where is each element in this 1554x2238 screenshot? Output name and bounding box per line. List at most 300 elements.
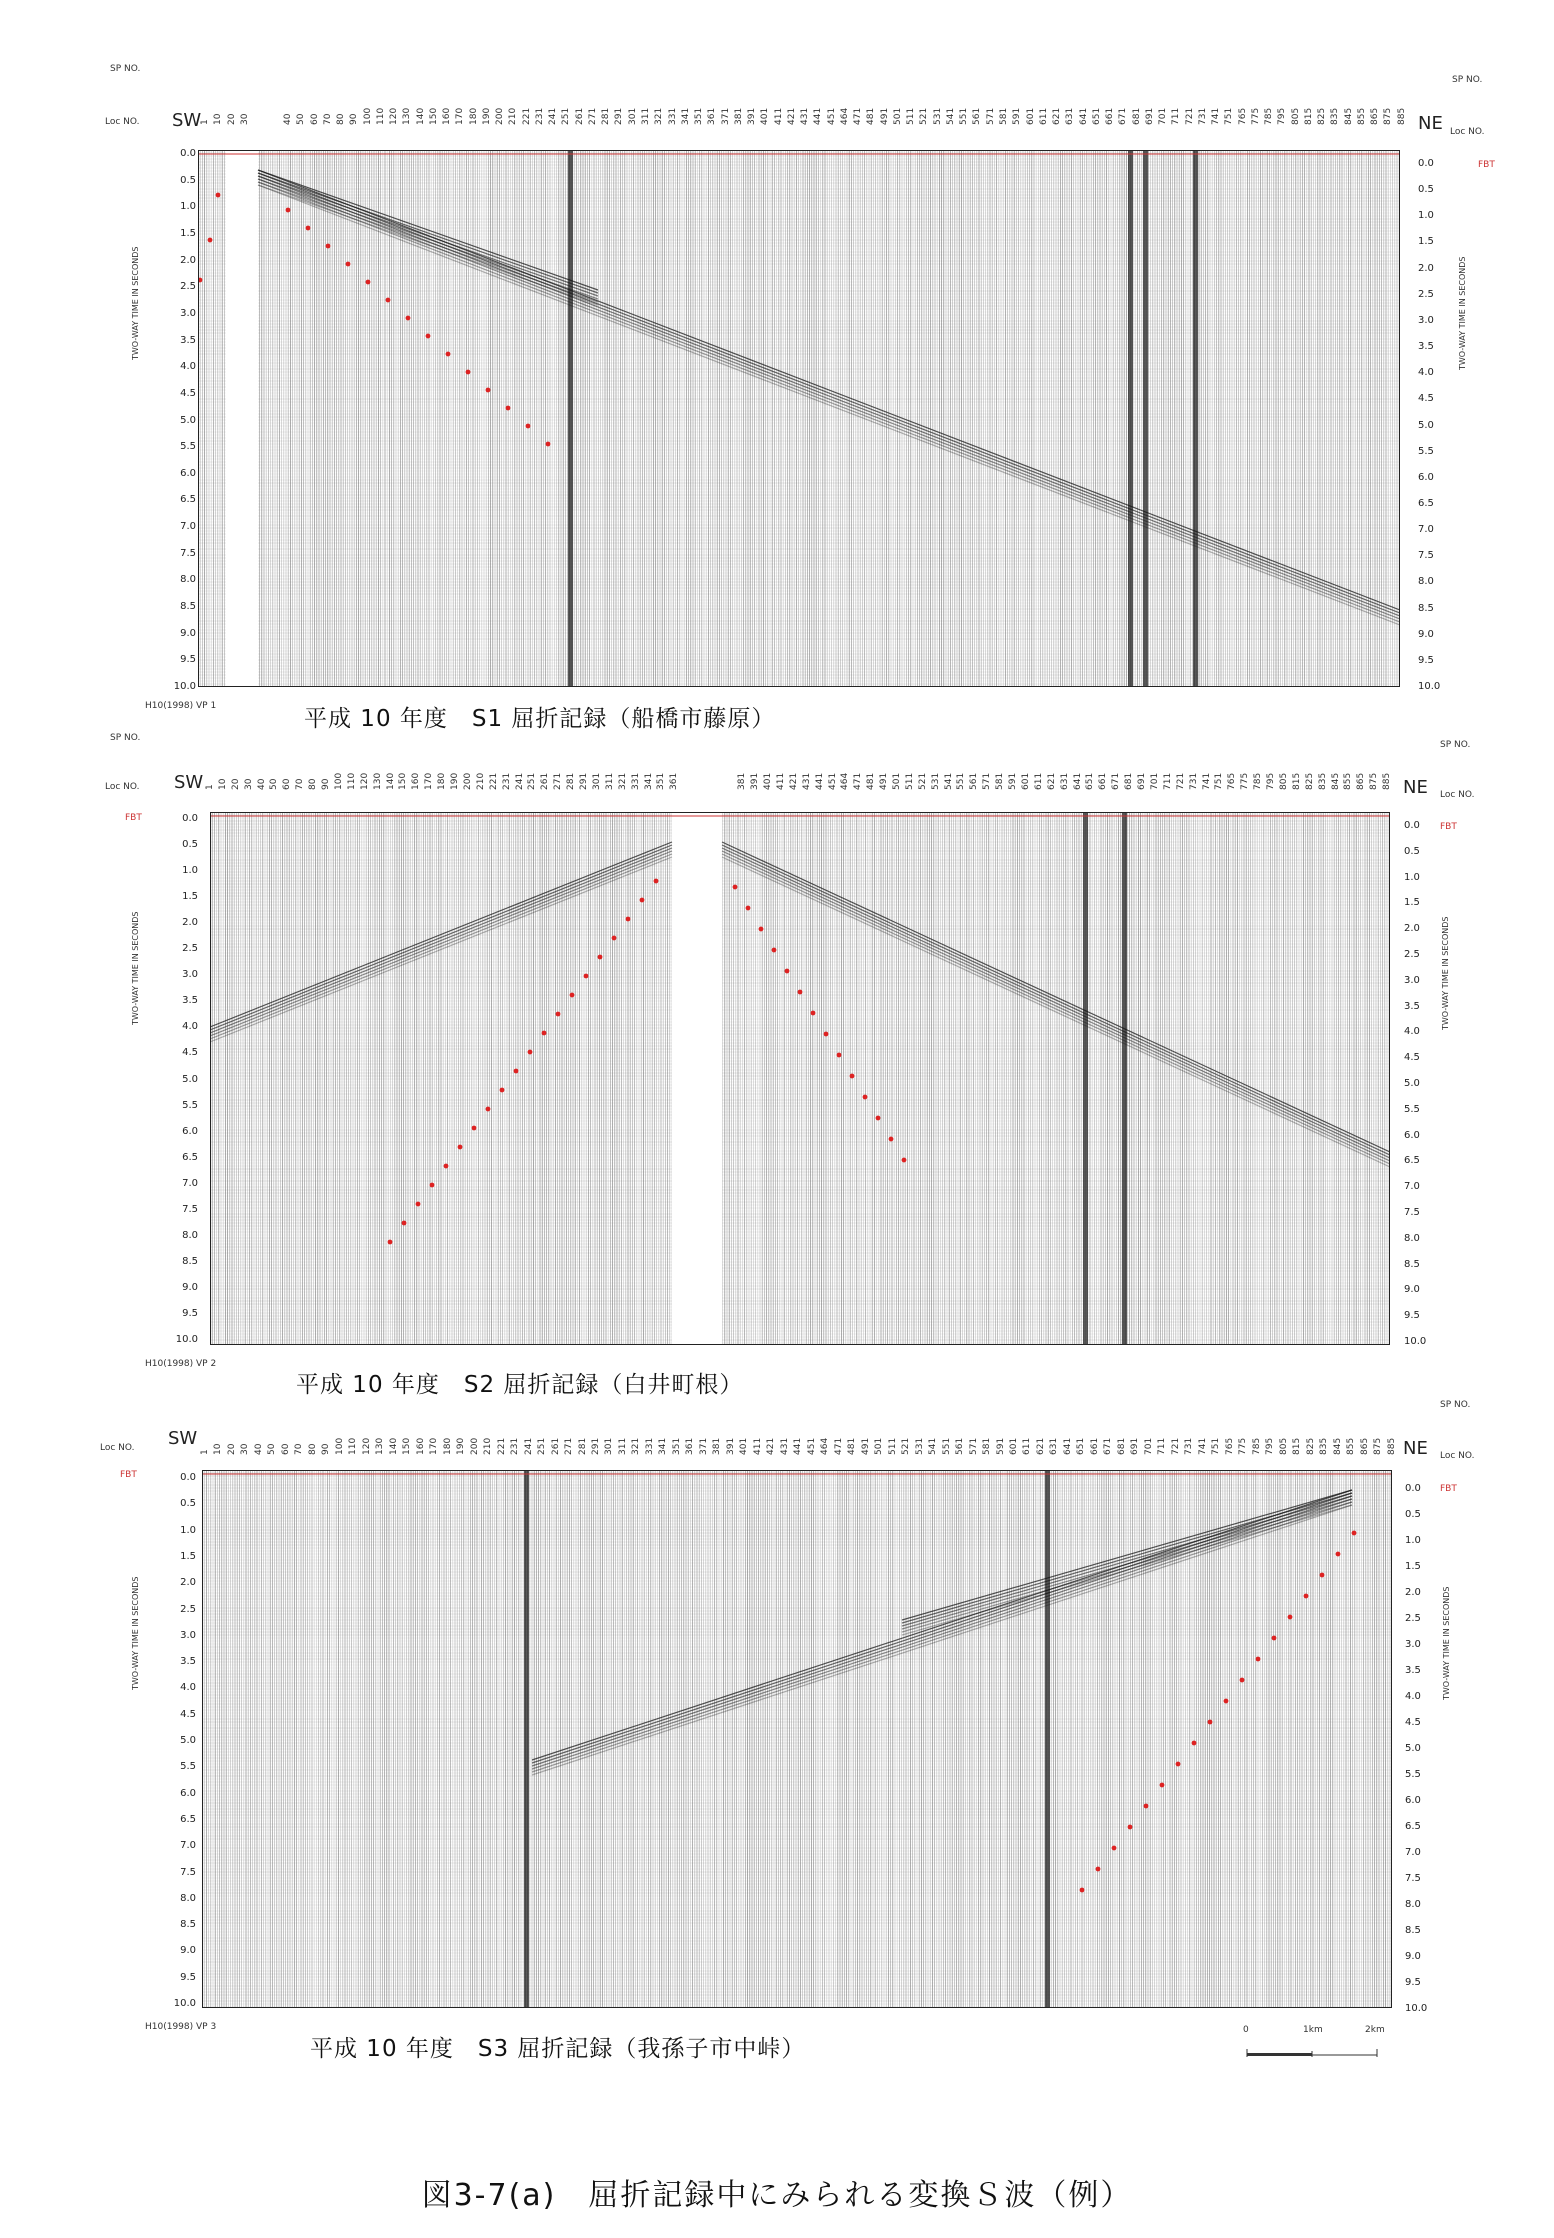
- location-number: 321: [617, 772, 628, 790]
- location-number: 795: [1265, 1437, 1276, 1455]
- location-number: 731: [1188, 772, 1199, 790]
- location-number: 561: [972, 107, 983, 125]
- location-number: 751: [1211, 1437, 1222, 1455]
- location-number: 601: [1025, 107, 1036, 125]
- location-number: 411: [773, 107, 784, 125]
- location-number: 711: [1171, 107, 1182, 125]
- location-number: 190: [450, 772, 461, 790]
- location-number: 391: [750, 772, 761, 790]
- location-number: 611: [1038, 107, 1049, 125]
- location-number: 481: [866, 107, 877, 125]
- location-number: 711: [1157, 1437, 1168, 1455]
- location-number: 70: [294, 1443, 305, 1455]
- location-number: 431: [801, 772, 812, 790]
- location-number: 855: [1356, 107, 1367, 125]
- location-number: 471: [853, 772, 864, 790]
- location-number: 271: [564, 1437, 575, 1455]
- location-number: 291: [591, 1437, 601, 1455]
- location-number: 281: [601, 107, 612, 125]
- location-number: 140: [415, 107, 426, 125]
- figure-caption: 図3-7(a) 屈折記録中にみられる変換Ｓ波（例）: [421, 2178, 1133, 2213]
- location-number: 671: [1111, 772, 1122, 790]
- sp-no-left: SP NO.: [110, 64, 141, 74]
- location-number: 815: [1303, 107, 1314, 125]
- location-number: 371: [720, 107, 731, 125]
- location-number: 241: [514, 772, 525, 790]
- loc-no-left: Loc NO.: [105, 117, 140, 127]
- s-wave-pick: [1352, 1531, 1357, 1536]
- location-number: 271: [553, 772, 564, 790]
- location-number: 591: [1012, 107, 1023, 125]
- location-number: 491: [860, 1437, 871, 1455]
- location-number: 361: [685, 1437, 696, 1455]
- panel-caption: 平成 10 年度 S1 屈折記録（船橋市藤原）: [304, 706, 776, 732]
- ne-label: NE: [1403, 777, 1428, 798]
- location-number: 815: [1292, 1437, 1303, 1455]
- time-axis-right: 0.0 0.5 1.0 1.5 2.0 2.5 3.0 3.5 4.0 4.5 5.0 5.5 6.0 6.5 7.0 7.5 8.0 8.5 9.0 9.5 10.0: [1405, 1483, 1428, 2014]
- location-number: 120: [361, 1437, 372, 1455]
- location-number: 1: [205, 784, 215, 790]
- location-number: 501: [891, 772, 902, 790]
- location-number: 581: [998, 107, 1009, 125]
- location-number: 291: [579, 772, 590, 790]
- location-number: 875: [1383, 107, 1394, 125]
- fbt-marker-right: FBT: [1478, 160, 1495, 170]
- location-number: 50: [296, 113, 307, 125]
- location-number: 251: [561, 107, 572, 125]
- location-number: 120: [389, 107, 400, 125]
- location-number: 261: [540, 772, 551, 790]
- location-number: 411: [775, 772, 786, 790]
- location-number: 521: [901, 1437, 912, 1455]
- location-number: 691: [1130, 1437, 1141, 1455]
- location-number: 80: [308, 778, 319, 790]
- location-number: 20: [226, 113, 237, 125]
- location-number: 805: [1278, 1437, 1289, 1455]
- location-number: 551: [959, 107, 970, 125]
- location-number: 541: [928, 1437, 939, 1455]
- s-wave-pick: [1160, 1783, 1165, 1788]
- location-number: 281: [577, 1437, 588, 1455]
- location-number: 221: [488, 772, 499, 790]
- location-number: 301: [591, 772, 602, 790]
- location-number: 765: [1227, 772, 1238, 790]
- location-number: 221: [496, 1437, 507, 1455]
- location-number: 110: [348, 1437, 359, 1455]
- location-number: 200: [495, 107, 506, 125]
- location-number: 641: [1078, 107, 1089, 125]
- location-number: 551: [956, 772, 967, 790]
- location-number: 1: [200, 119, 210, 125]
- location-number: 40: [256, 778, 267, 790]
- location-number: 331: [630, 772, 641, 790]
- location-number: 331: [667, 107, 678, 125]
- s-wave-pick: [1304, 1594, 1309, 1599]
- location-number: 651: [1091, 107, 1102, 125]
- time-axis-left: 0.0 0.5 1.0 1.5 2.0 2.5 3.0 3.5 4.0 4.5 5.0 5.5 6.0 6.5 7.0 7.5 8.0 8.5 9.0 9.5 10.0: [175, 813, 198, 1345]
- location-number: 641: [1062, 1437, 1073, 1455]
- location-number: 641: [1072, 772, 1083, 790]
- location-number: 875: [1369, 772, 1380, 790]
- location-number: 301: [627, 107, 638, 125]
- location-number: 401: [760, 107, 771, 125]
- location-number: 431: [779, 1437, 790, 1455]
- location-number: 875: [1373, 1437, 1384, 1455]
- location-number: 701: [1158, 107, 1169, 125]
- time-axis-title-left: TWO-WAY TIME IN SECONDS: [131, 246, 140, 360]
- location-number: 130: [375, 1437, 386, 1455]
- location-numbers: [200, 1415, 1400, 1455]
- location-number: 130: [372, 772, 383, 790]
- s-wave-pick: [1176, 1762, 1181, 1767]
- location-number: 855: [1343, 772, 1354, 790]
- location-number: 631: [1049, 1437, 1060, 1455]
- location-number: 100: [362, 107, 373, 125]
- scale-bar: [1245, 2025, 1385, 2065]
- location-number: 521: [917, 772, 928, 790]
- location-number: 361: [669, 772, 680, 790]
- fbt-marker-right: FBT: [1440, 1484, 1457, 1494]
- panel-caption: 平成 10 年度 S3 屈折記録（我孫子市中峠）: [310, 2036, 806, 2062]
- s-wave-pick: [1192, 1741, 1197, 1746]
- location-number: 271: [587, 107, 598, 125]
- s-wave-pick: [1128, 1825, 1133, 1830]
- location-number: 70: [322, 113, 333, 125]
- location-number: 90: [349, 113, 360, 125]
- location-number: 651: [1076, 1437, 1087, 1455]
- location-number: 785: [1251, 1437, 1262, 1455]
- location-number: 381: [712, 1437, 723, 1455]
- location-number: 731: [1197, 107, 1208, 125]
- location-number: 531: [932, 107, 943, 125]
- location-number: 341: [680, 107, 691, 125]
- location-number: 661: [1089, 1437, 1100, 1455]
- vp-label: H10(1998) VP 2: [145, 1359, 217, 1369]
- location-number: 561: [969, 772, 980, 790]
- location-number: 180: [437, 772, 448, 790]
- location-number: 571: [982, 772, 993, 790]
- location-number: 421: [766, 1437, 777, 1455]
- location-number: 401: [739, 1437, 750, 1455]
- s-wave-pick: [1272, 1636, 1277, 1641]
- location-number: 471: [853, 107, 864, 125]
- sp-no-left: SP NO.: [110, 733, 141, 743]
- location-number: 765: [1224, 1437, 1235, 1455]
- location-number: 464: [840, 772, 851, 790]
- location-number: 785: [1264, 107, 1275, 125]
- location-number: 805: [1278, 772, 1289, 790]
- location-number: 845: [1330, 772, 1341, 790]
- location-number: 721: [1170, 1437, 1181, 1455]
- time-axis-right: 0.0 0.5 1.0 1.5 2.0 2.5 3.0 3.5 4.0 4.5 5.0 5.5 6.0 6.5 7.0 7.5 8.0 8.5 9.0 9.5 10.0: [1418, 158, 1441, 692]
- location-number: 681: [1116, 1437, 1127, 1455]
- sp-no-right: SP NO.: [1452, 75, 1483, 85]
- location-number: 1: [200, 1449, 210, 1455]
- location-number: 631: [1065, 107, 1076, 125]
- location-number: 190: [456, 1437, 467, 1455]
- location-number: 50: [267, 1443, 278, 1455]
- location-number: 481: [847, 1437, 858, 1455]
- location-number: 381: [733, 107, 744, 125]
- loc-no-right: Loc NO.: [1440, 1451, 1475, 1461]
- location-number: 571: [968, 1437, 979, 1455]
- location-number: 464: [820, 1437, 831, 1455]
- location-number: 281: [566, 772, 577, 790]
- location-number: 621: [1035, 1437, 1046, 1455]
- location-number: 150: [402, 1437, 413, 1455]
- location-number: 401: [763, 772, 773, 790]
- location-number: 681: [1124, 772, 1135, 790]
- location-number: 701: [1143, 1437, 1154, 1455]
- ne-label: NE: [1418, 113, 1443, 134]
- location-number: 835: [1317, 772, 1328, 790]
- location-number: 741: [1201, 772, 1212, 790]
- location-number: 611: [1022, 1437, 1033, 1455]
- location-number: 885: [1386, 1437, 1397, 1455]
- location-number: 621: [1046, 772, 1057, 790]
- sw-label: SW: [172, 110, 202, 131]
- location-number: 611: [1033, 772, 1044, 790]
- location-number: 261: [574, 107, 585, 125]
- location-number: 835: [1319, 1437, 1330, 1455]
- location-number: 140: [385, 772, 396, 790]
- time-axis-right: 0.0 0.5 1.0 1.5 2.0 2.5 3.0 3.5 4.0 4.5 5.0 5.5 6.0 6.5 7.0 7.5 8.0 8.5 9.0 9.5 10.0: [1404, 820, 1427, 1347]
- location-number: 80: [336, 113, 347, 125]
- location-number: 40: [253, 1443, 264, 1455]
- location-number: 100: [333, 772, 344, 790]
- location-number: 741: [1197, 1437, 1208, 1455]
- location-number: 100: [334, 1437, 345, 1455]
- location-number: 671: [1118, 107, 1129, 125]
- location-number: 691: [1137, 772, 1148, 790]
- time-axis-title-right: TWO-WAY TIME IN SECONDS: [1441, 916, 1450, 1030]
- location-number: 301: [604, 1437, 615, 1455]
- ne-label: NE: [1403, 1438, 1428, 1459]
- location-number: 581: [982, 1437, 993, 1455]
- location-number: 885: [1382, 772, 1393, 790]
- location-number: 180: [468, 107, 479, 125]
- location-number: 561: [955, 1437, 966, 1455]
- location-number: 351: [694, 107, 705, 125]
- location-number: 231: [501, 772, 512, 790]
- location-number: 130: [402, 107, 413, 125]
- location-number: 845: [1343, 107, 1354, 125]
- location-number: 691: [1144, 107, 1155, 125]
- vp-label: H10(1998) VP 1: [145, 701, 217, 711]
- location-number: 291: [614, 107, 625, 125]
- location-number: 721: [1175, 772, 1186, 790]
- seismic-traces: [202, 1470, 1392, 2008]
- sp-no-right: SP NO.: [1440, 1400, 1471, 1410]
- location-number: 451: [806, 1437, 817, 1455]
- location-number: 601: [1020, 772, 1031, 790]
- scale-label-1km: 1km: [1303, 2025, 1323, 2035]
- location-number: 20: [226, 1443, 237, 1455]
- location-number: 210: [508, 107, 519, 125]
- location-number: 501: [874, 1437, 885, 1455]
- loc-no-left: Loc NO.: [105, 782, 140, 792]
- location-number: 711: [1162, 772, 1173, 790]
- location-number: 331: [644, 1437, 655, 1455]
- location-number: 371: [698, 1437, 709, 1455]
- location-number: 60: [282, 778, 293, 790]
- location-number: 221: [521, 107, 532, 125]
- location-number: 241: [523, 1437, 534, 1455]
- location-number: 481: [866, 772, 877, 790]
- location-number: 661: [1098, 772, 1109, 790]
- location-number: 150: [398, 772, 409, 790]
- location-number: 421: [786, 107, 797, 125]
- scale-bar-line: [1245, 2025, 1385, 2065]
- time-axis-left: 0.0 0.5 1.0 1.5 2.0 2.5 3.0 3.5 4.0 4.5 5.0 5.5 6.0 6.5 7.0 7.5 8.0 8.5 9.0 9.5 10.0: [173, 1472, 196, 2009]
- location-number: 775: [1238, 1437, 1249, 1455]
- location-number: 231: [534, 107, 545, 125]
- location-number: 571: [985, 107, 996, 125]
- location-number: 511: [906, 107, 917, 125]
- location-number: 90: [321, 1443, 332, 1455]
- location-number: 671: [1103, 1437, 1114, 1455]
- location-number: 721: [1184, 107, 1195, 125]
- location-number: 10: [217, 778, 228, 790]
- location-number: 751: [1224, 107, 1235, 125]
- location-number: 825: [1317, 107, 1328, 125]
- location-number: 865: [1356, 772, 1367, 790]
- location-number: 251: [537, 1437, 548, 1455]
- location-number: 311: [617, 1437, 628, 1455]
- location-number: 825: [1304, 772, 1315, 790]
- location-number: 511: [887, 1437, 898, 1455]
- s-wave-pick: [1240, 1678, 1245, 1683]
- location-number: 10: [213, 113, 224, 125]
- seismic-record-s3: [202, 1470, 1392, 2008]
- location-number: 511: [904, 772, 915, 790]
- s-wave-pick: [1320, 1573, 1325, 1578]
- location-number: 431: [800, 107, 811, 125]
- location-number: 190: [481, 107, 492, 125]
- location-number: 391: [725, 1437, 736, 1455]
- location-number: 60: [309, 113, 320, 125]
- location-number: 601: [1008, 1437, 1019, 1455]
- scale-label-0: 0: [1243, 2025, 1249, 2035]
- location-number: 441: [793, 1437, 804, 1455]
- location-number: 451: [827, 772, 838, 790]
- location-number: 30: [243, 778, 254, 790]
- location-number: 150: [428, 107, 439, 125]
- fbt-marker-left: FBT: [125, 813, 142, 823]
- location-number: 311: [604, 772, 615, 790]
- location-number: 795: [1266, 772, 1277, 790]
- location-number: 815: [1291, 772, 1302, 790]
- location-number: 491: [879, 107, 890, 125]
- location-number: 591: [995, 1437, 1006, 1455]
- loc-no-right: Loc NO.: [1450, 127, 1485, 137]
- location-number: 40: [283, 113, 294, 125]
- location-number: 261: [550, 1437, 561, 1455]
- location-number: 351: [671, 1437, 682, 1455]
- location-number: 241: [548, 107, 559, 125]
- time-axis-title-right: TWO-WAY TIME IN SECONDS: [1442, 1586, 1451, 1700]
- location-number: 464: [839, 107, 850, 125]
- location-number: 581: [995, 772, 1006, 790]
- location-number: 661: [1105, 107, 1116, 125]
- location-number: 120: [359, 772, 370, 790]
- location-number: 10: [213, 1443, 224, 1455]
- location-number: 541: [943, 772, 954, 790]
- location-number: 441: [814, 772, 825, 790]
- location-number: 170: [424, 772, 435, 790]
- location-number: 200: [469, 1437, 480, 1455]
- location-number: 731: [1184, 1437, 1195, 1455]
- location-number: 170: [455, 107, 466, 125]
- location-number: 795: [1277, 107, 1288, 125]
- location-number: 140: [388, 1437, 399, 1455]
- location-number: 885: [1396, 107, 1407, 125]
- location-number: 541: [945, 107, 956, 125]
- location-number: 825: [1305, 1437, 1316, 1455]
- location-number: 160: [411, 772, 422, 790]
- s-wave-pick: [1144, 1804, 1149, 1809]
- location-number: 421: [788, 772, 799, 790]
- location-number: 321: [654, 107, 665, 125]
- location-number: 775: [1250, 107, 1261, 125]
- location-number: 845: [1332, 1437, 1343, 1455]
- location-number: 651: [1085, 772, 1096, 790]
- location-number: 20: [230, 778, 241, 790]
- location-number: 50: [269, 778, 280, 790]
- time-axis-title-left: TWO-WAY TIME IN SECONDS: [131, 911, 140, 1025]
- location-number: 210: [483, 1437, 494, 1455]
- location-number: 160: [442, 107, 453, 125]
- dark-trace: [1045, 1470, 1050, 2008]
- dark-trace: [524, 1470, 529, 2008]
- location-number: 160: [415, 1437, 426, 1455]
- location-number: 835: [1330, 107, 1341, 125]
- fbt-marker-left: FBT: [120, 1470, 137, 1480]
- sw-label: SW: [174, 772, 204, 793]
- s-wave-pick: [1224, 1699, 1229, 1704]
- time-axis-title-right: TWO-WAY TIME IN SECONDS: [1458, 256, 1467, 370]
- location-number: 411: [752, 1437, 763, 1455]
- location-number: 471: [833, 1437, 844, 1455]
- location-number: 631: [1059, 772, 1070, 790]
- location-number: 621: [1052, 107, 1063, 125]
- location-number: 391: [747, 107, 758, 125]
- location-number: 591: [1008, 772, 1019, 790]
- fbt-marker-right: FBT: [1440, 822, 1457, 832]
- location-number: 551: [941, 1437, 952, 1455]
- location-number: 501: [892, 107, 903, 125]
- location-number: 210: [475, 772, 486, 790]
- location-number: 765: [1237, 107, 1248, 125]
- location-number: 170: [429, 1437, 440, 1455]
- loc-no-left: Loc NO.: [100, 1443, 135, 1453]
- location-number: 351: [656, 772, 667, 790]
- location-number: 70: [295, 778, 306, 790]
- loc-no-right: Loc NO.: [1440, 790, 1475, 800]
- location-number: 865: [1370, 107, 1381, 125]
- vp-label: H10(1998) VP 3: [145, 2022, 217, 2032]
- location-number: 855: [1346, 1437, 1357, 1455]
- location-number: 200: [462, 772, 473, 790]
- panel-caption: 平成 10 年度 S2 屈折記録（白井町根）: [296, 1372, 744, 1398]
- location-number: 321: [631, 1437, 642, 1455]
- location-number: 865: [1359, 1437, 1370, 1455]
- s-wave-pick: [1112, 1846, 1117, 1851]
- location-number: 521: [919, 107, 930, 125]
- location-number: 311: [641, 107, 651, 125]
- location-number: 681: [1131, 107, 1142, 125]
- location-number: 491: [879, 772, 890, 790]
